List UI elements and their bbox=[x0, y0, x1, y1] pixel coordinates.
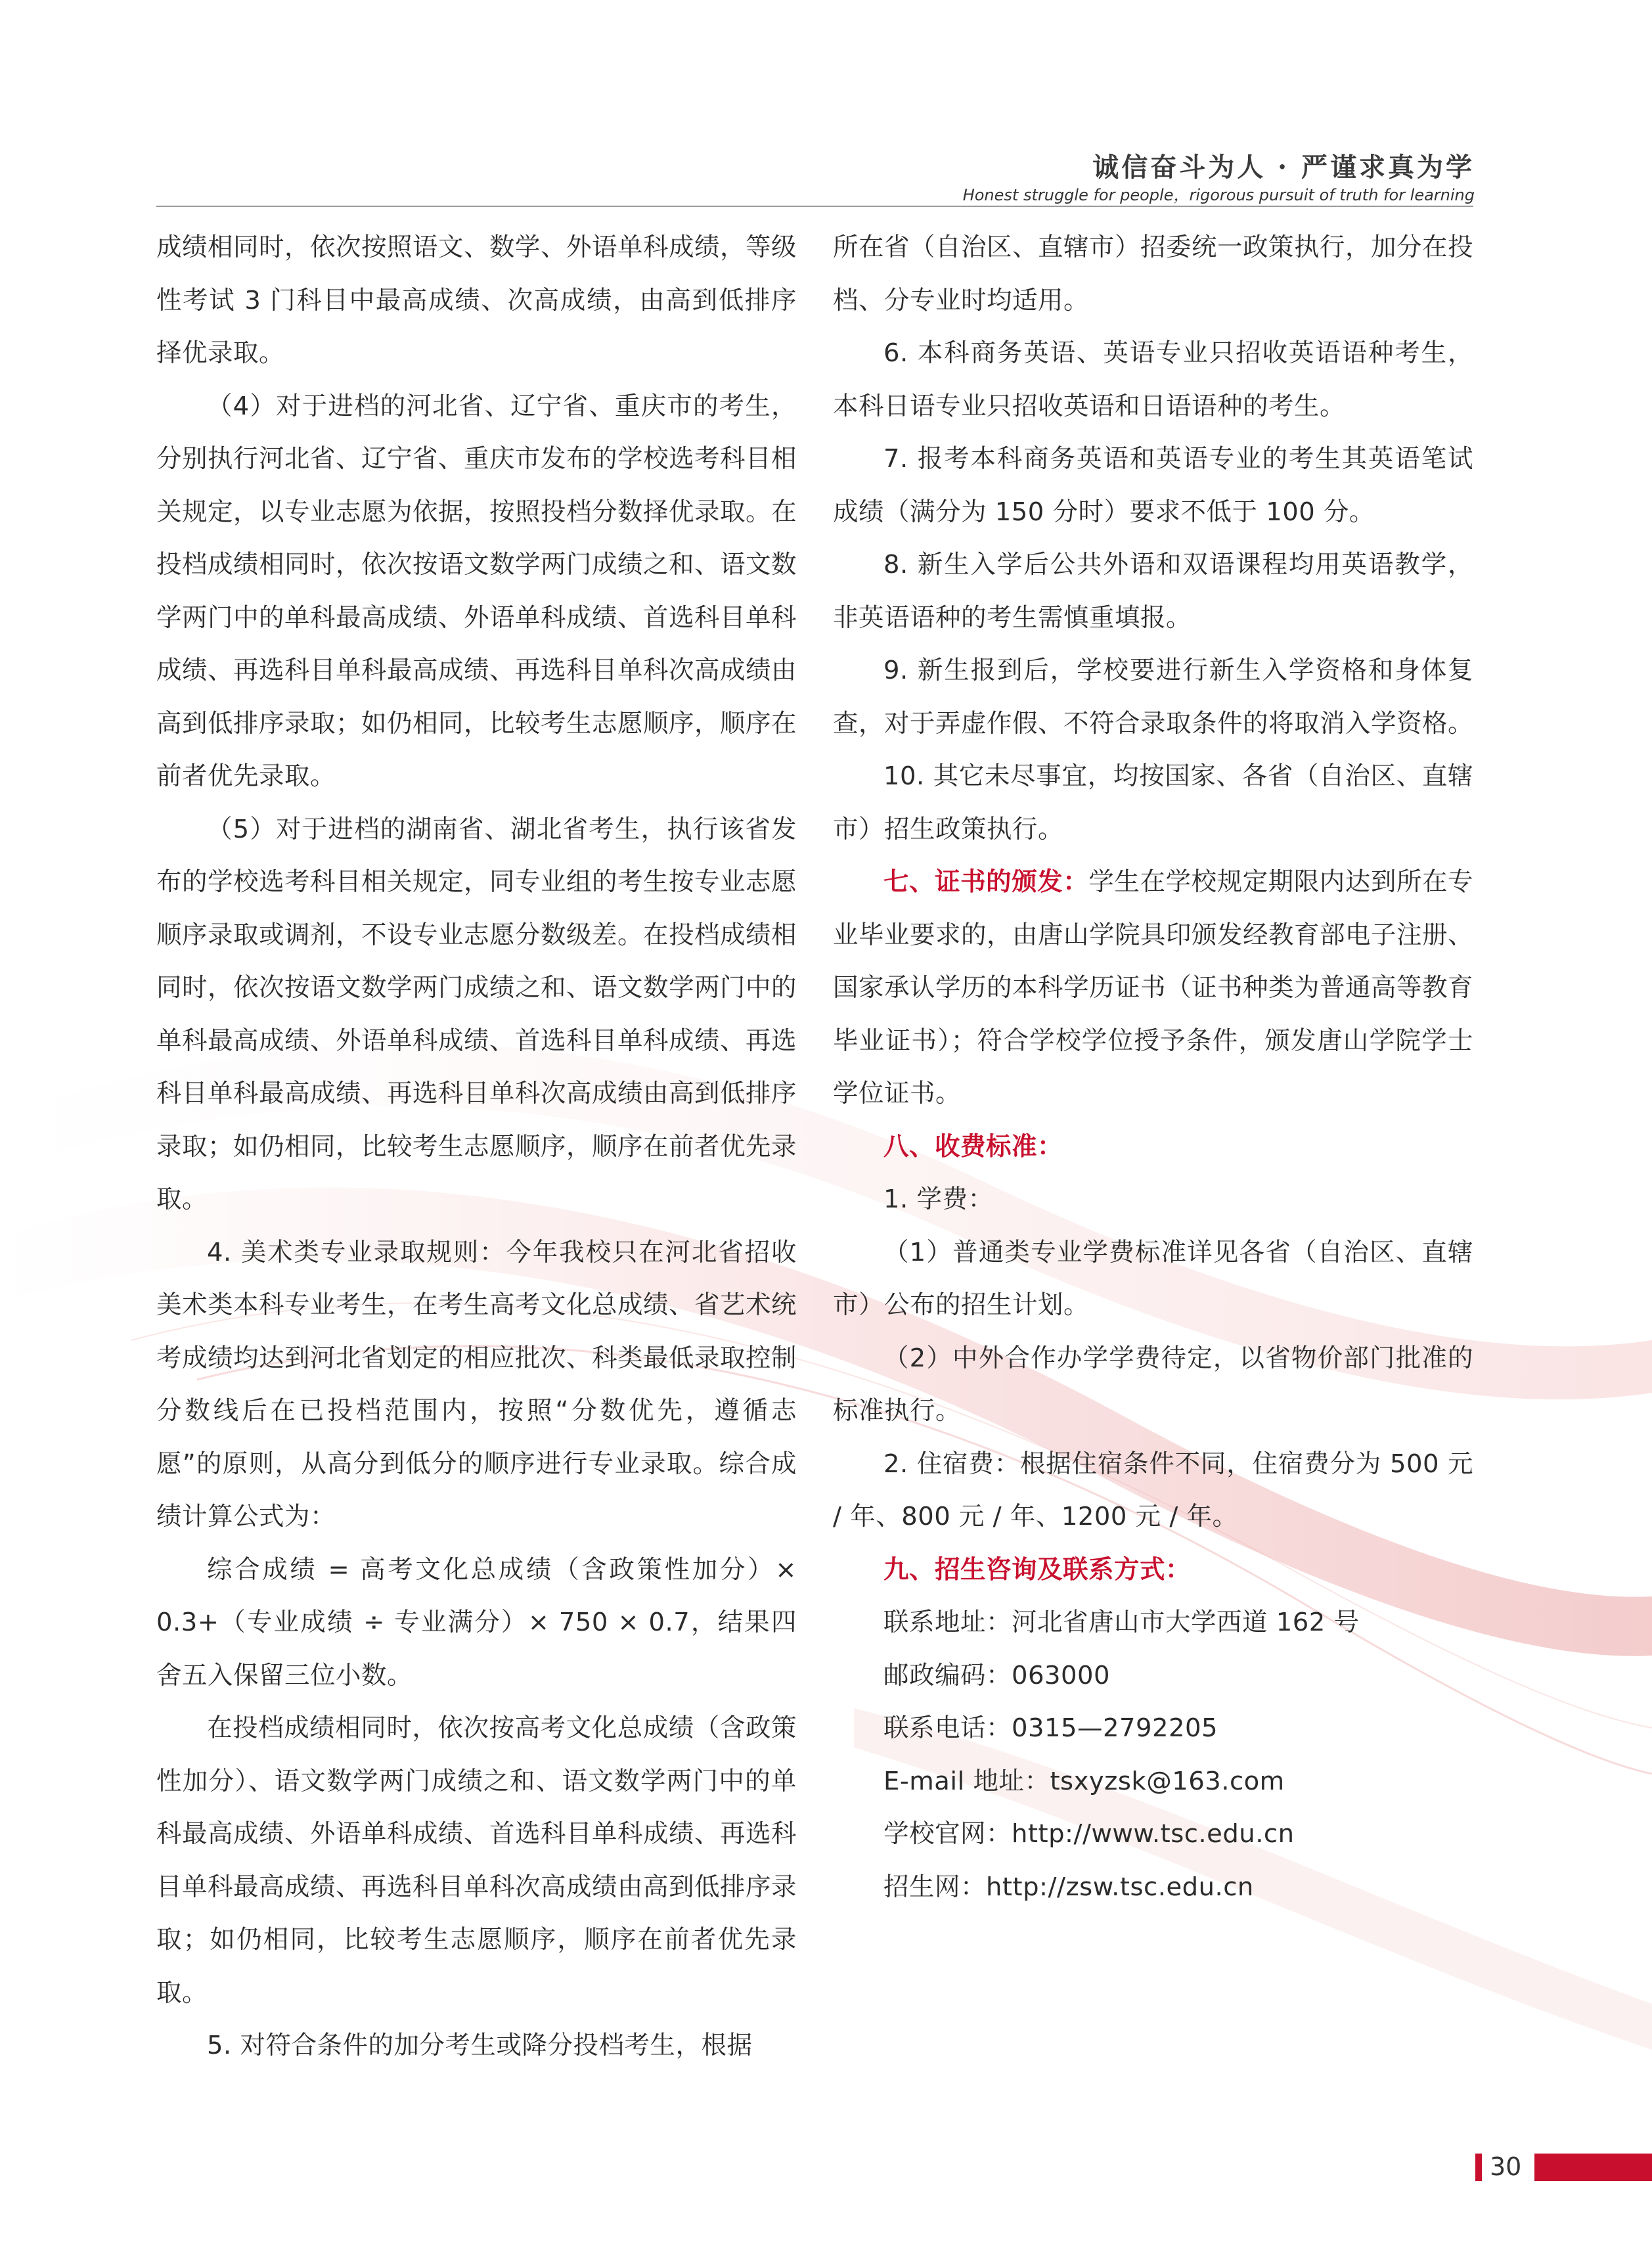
paragraph: 1. 学费： bbox=[883, 1185, 994, 1214]
paragraph: （2）中外合作办学学费待定，以省物价部门批准的标准执行。 bbox=[833, 1343, 1473, 1426]
formula-paragraph: 综合成绩 = 高考文化总成绩（含政策性加分）× 0.3+（专业成绩 ÷ 专业满分）× 750 × 0.7，结果四舍五入保留三位小数。 bbox=[156, 1554, 797, 1690]
contact-email: E-mail 地址：tsxyzsk@163.com bbox=[883, 1766, 1285, 1796]
page-header bbox=[963, 151, 1475, 205]
section-heading: 七、证书的颁发： bbox=[883, 867, 1089, 897]
paragraph: 所在省（自治区、直辖市）招委统一政策执行，加分在投档、分专业时均适用。 bbox=[833, 233, 1474, 315]
right-column bbox=[833, 221, 1473, 1914]
paragraph: 成绩相同时，依次按照语文、数学、外语单科成绩，等级性考试 3 门科目中最高成绩、次高成绩，由高到低排序择优录取。 bbox=[156, 233, 797, 368]
paragraph: 10. 其它未尽事宜，均按国家、各省（自治区、直辖市）招生政策执行。 bbox=[833, 761, 1473, 844]
school-motto-english: Honest struggle for people，rigorous pursuit of truth for learning bbox=[962, 186, 1475, 204]
paragraph: （5）对于进档的湖南省、湖北省考生，执行该省发布的学校选考科目相关规定，同专业组的考生按专业志愿顺序录取或调剂，不设专业志愿分数级差。在投档成绩相同时，依次按语文数学两门成绩之和、语文数学两门中的单科最高成绩、外语单科成绩、首选科目单科成绩、再选科目单科最高成绩、再选科目单科次高成绩由高到低排序录取；如仍相同，比较考生志愿顺序，顺序在前者优先录取。 bbox=[156, 814, 797, 1214]
paragraph: （1）普通类专业学费标准详见各省（自治区、直辖市）公布的招生计划。 bbox=[833, 1237, 1473, 1320]
section-body: 学生在学校规定期限内达到所在专业毕业要求的，由唐山学院具印颁发经教育部电子注册、国家承认学历的本科学历证书（证书种类为普通高等教育毕业证书）；符合学校学位授予条件，颁发唐山学院学士学位证书。 bbox=[833, 867, 1474, 1108]
contact-admission-website: 招生网：http://zsw.tsc.edu.cn bbox=[883, 1872, 1254, 1902]
contact-address: 联系地址：河北省唐山市大学西道 162 号 bbox=[883, 1608, 1360, 1637]
paragraph: 9. 新生报到后，学校要进行新生入学资格和身体复查，对于弄虚作假、不符合录取条件的将取消入学资格。 bbox=[833, 656, 1474, 738]
paragraph: 5. 对符合条件的加分考生或降分投档考生，根据 bbox=[207, 2031, 753, 2060]
paragraph: （4）对于进档的河北省、辽宁省、重庆市的考生，分别执行河北省、辽宁省、重庆市发布的学校选考科目相关规定，以专业志愿为依据，按照投档分数择优录取。在投档成绩相同时，依次按语文数学两门成绩之和、语文数学两门中的单科最高成绩、外语单科成绩、首选科目单科成绩、再选科目单科最高成绩、再选科目单科次高成绩由高到低排序录取；如仍相同，比较考生志愿顺序，顺序在前者优先录取。 bbox=[156, 391, 797, 791]
section-fees bbox=[833, 1121, 1473, 1174]
contact-postcode: 邮政编码：063000 bbox=[883, 1660, 1110, 1690]
page-number: 30 bbox=[1490, 2152, 1522, 2181]
paragraph: 8. 新生入学后公共外语和双语课程均用英语教学，非英语语种的考生需慎重填报。 bbox=[833, 550, 1473, 633]
contact-phone: 联系电话：0315—2792205 bbox=[883, 1713, 1218, 1743]
school-motto-chinese: 诚信奋斗为人 · 严谨求真为学 bbox=[1092, 152, 1475, 183]
left-column bbox=[156, 221, 797, 2073]
paragraph: 7. 报考本科商务英语和英语专业的考生其英语笔试成绩（满分为 150 分时）要求不低于 100 分。 bbox=[833, 444, 1473, 527]
header-divider bbox=[156, 206, 1473, 207]
page-number-bar-left bbox=[1475, 2154, 1482, 2181]
paragraph: 2. 住宿费：根据住宿条件不同，住宿费分为 500 元 / 年、800 元 / 年、1200 元 / 年。 bbox=[833, 1449, 1473, 1531]
contact-school-website: 学校官网：http://www.tsc.edu.cn bbox=[883, 1819, 1295, 1849]
paragraph: 4. 美术类专业录取规则：今年我校只在河北省招收美术类本科专业考生，在考生高考文化总成绩、省艺术统考成绩均达到河北省划定的相应批次、科类最低录取控制分数线后在已投档范围内，按照“分数优先，遵循志愿”的原则，从高分到低分的顺序进行专业录取。综合成绩计算公式为： bbox=[156, 1237, 797, 1531]
section-certificate bbox=[833, 856, 1473, 1121]
page-number-bar-right bbox=[1534, 2154, 1652, 2181]
section-heading: 八、收费标准： bbox=[883, 1131, 1063, 1162]
paragraph: 6. 本科商务英语、英语专业只招收英语语种考生，本科日语专业只招收英语和日语语种的考生。 bbox=[833, 338, 1473, 421]
section-contact bbox=[833, 1544, 1473, 1597]
paragraph: 在投档成绩相同时，依次按高考文化总成绩（含政策性加分）、语文数学两门成绩之和、语文数学两门中的单科最高成绩、外语单科成绩、首选科目单科成绩、再选科目单科最高成绩、再选科目单科次高成绩由高到低排序录取；如仍相同，比较考生志愿顺序，顺序在前者优先录取。 bbox=[156, 1713, 797, 2008]
section-heading: 九、招生咨询及联系方式： bbox=[883, 1554, 1192, 1585]
